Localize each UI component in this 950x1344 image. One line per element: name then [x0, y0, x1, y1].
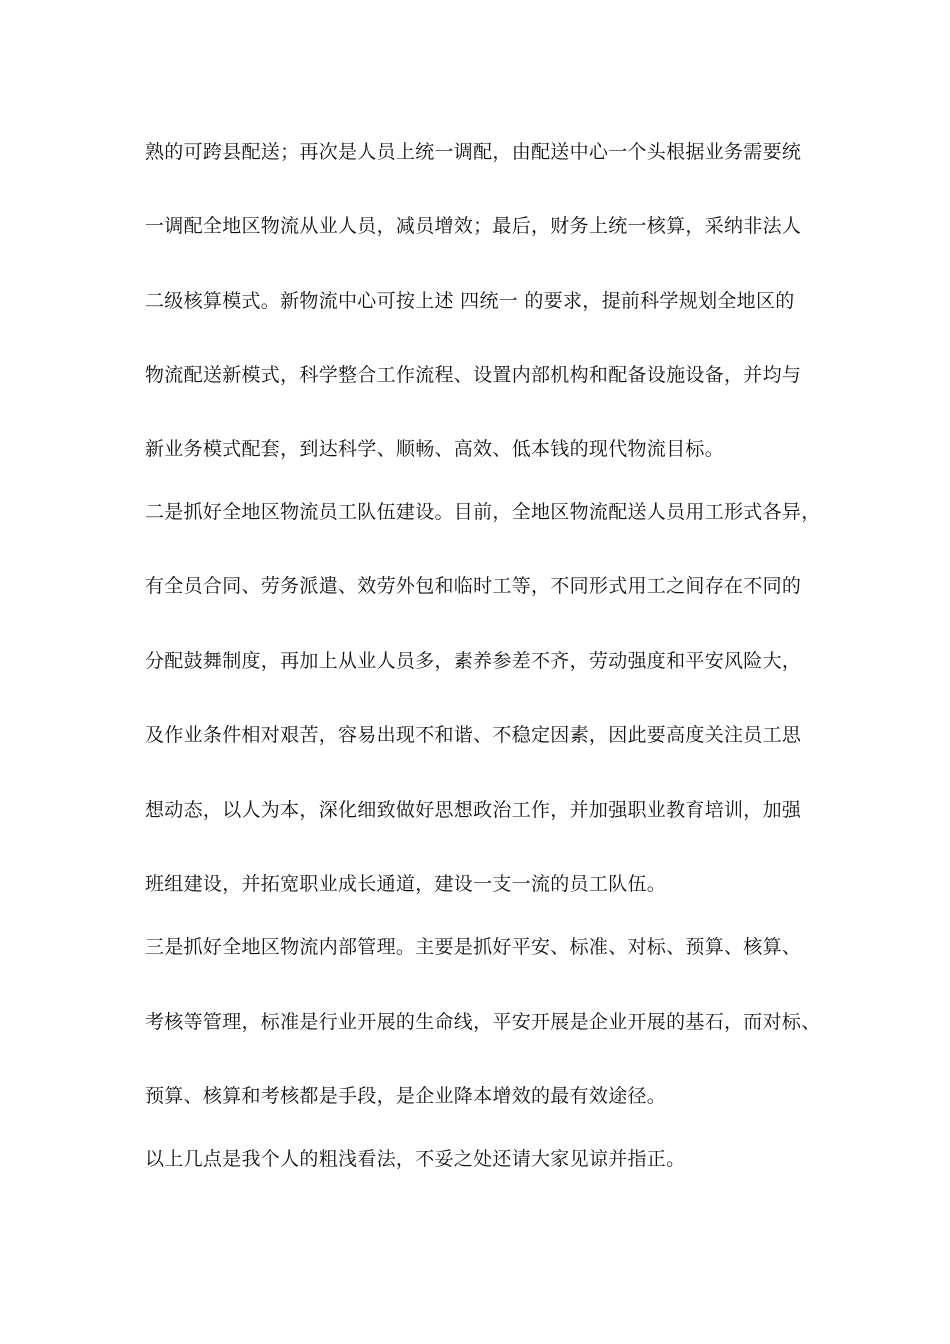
- text-line: 考核等管理，标准是行业开展的生命线，平安开展是企业开展的基石，而对标、: [145, 1011, 821, 1033]
- text-line: 及作业条件相对艰苦，容易出现不和谐、不稳定因素，因此要高度关注员工思: [145, 724, 802, 746]
- text-line: 二级核算模式。新物流中心可按上述 四统一 的要求，提前科学规划全地区的: [145, 290, 795, 312]
- text-line: 新业务模式配套，到达科学、顺畅、高效、低本钱的现代物流目标。: [145, 438, 725, 460]
- text-line: 分配鼓舞制度，再加上从业人员多，素养参差不齐，劳动强度和平安风险大，: [145, 650, 802, 672]
- text-line: 想动态，以人为本，深化细致做好思想政治工作，并加强职业教育培训，加强: [145, 799, 802, 821]
- text-line: 以上几点是我个人的粗浅看法，不妥之处还请大家见谅并指正。: [145, 1148, 686, 1170]
- text-line: 有全员合同、劳务派遣、效劳外包和临时工等，不同形式用工之间存在不同的: [145, 575, 802, 597]
- text-line: 班组建设，并拓宽职业成长通道，建设一支一流的员工队伍。: [145, 873, 667, 895]
- text-line: 预算、核算和考核都是手段，是企业降本增效的最有效途径。: [145, 1085, 667, 1107]
- text-line: 二是抓好全地区物流员工队伍建设。目前，全地区物流配送人员用工形式各异，: [145, 501, 821, 523]
- text-line: 一调配全地区物流从业人员，减员增效；最后，财务上统一核算，采纳非法人: [145, 215, 802, 237]
- text-line: 三是抓好全地区物流内部管理。主要是抓好平安、标准、对标、预算、核算、: [145, 936, 802, 958]
- text-line: 物流配送新模式，科学整合工作流程、设置内部机构和配备设施设备，并均与: [145, 364, 802, 386]
- text-line: 熟的可跨县配送；再次是人员上统一调配，由配送中心一个头根据业务需要统: [145, 141, 802, 163]
